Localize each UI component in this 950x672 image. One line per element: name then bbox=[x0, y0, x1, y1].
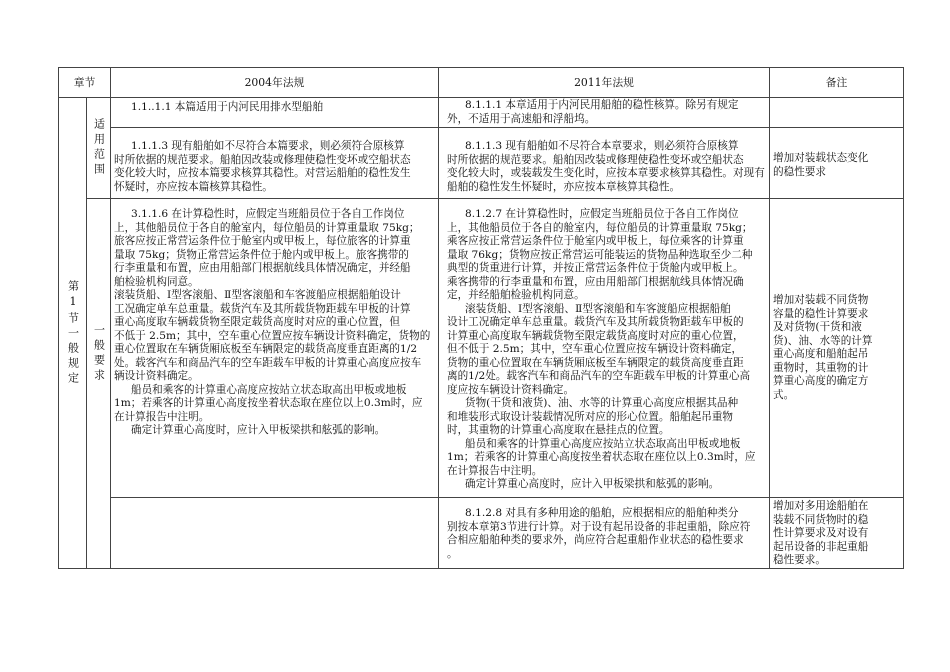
text-line: 性计算要求及对设有 bbox=[773, 527, 869, 539]
paragraph bbox=[447, 140, 769, 194]
header-2004-regulation: 2004年法规 bbox=[111, 68, 439, 98]
text-line: 定，并经船舶检验机构同意。 bbox=[447, 289, 585, 301]
text-line: 典型的货重进行计算，并按正常营运条件位于货舱内或甲板上。 bbox=[447, 262, 744, 274]
cell-2004-row4 bbox=[111, 498, 439, 569]
text-line: 货物(干货和液货)、油、水等的计算重心高度应根据其品种 bbox=[465, 397, 739, 409]
subsection-scope-cell bbox=[87, 98, 111, 199]
paragraph bbox=[114, 140, 438, 194]
text-line: 1m；若乘客的计算重心高度按坐着状态取在座位以上0.3m时，应 bbox=[114, 397, 423, 409]
subsection-scope-label: 适用范围 bbox=[92, 118, 106, 178]
text-line: 时所依据的规范要求。船舶因改装或修理使稳性变坏或空船状态 bbox=[447, 153, 744, 166]
text-line: 1.1..1.1 本篇适用于内河民用排水型船舶 bbox=[131, 101, 324, 113]
text-line: 重心位置取在车辆货厢底板至车辆限定的载货高度垂直距离的1/2 bbox=[114, 343, 418, 355]
text-line: 时所依据的规范要求。船舶因改装或修理使稳性变坏或空船状态 bbox=[114, 153, 411, 166]
text-line: 上，其他船员位于各自的舱室内，每位船员的计算重量取 75kg； bbox=[114, 221, 420, 234]
paragraph bbox=[114, 289, 438, 384]
text-line: 变化较大时，应按本篇要求核算其稳性。对营运船舶的稳性发生 bbox=[114, 167, 411, 179]
text-line: 式。 bbox=[773, 388, 795, 401]
text-line: 稳性要求。 bbox=[773, 554, 826, 566]
paragraph bbox=[447, 303, 769, 398]
text-line: 变化较大时，或装载发生变化时，应按本章要求核算其稳性。对现有 bbox=[447, 167, 765, 179]
comparison-table bbox=[58, 67, 904, 569]
text-line: 起吊设备的非起重船 bbox=[773, 540, 869, 553]
cell-2004-general bbox=[111, 199, 439, 498]
section-cell bbox=[59, 98, 87, 569]
text-line: 船员和乘客的计算重心高度应按站立状态取高出甲板或地板 bbox=[131, 383, 407, 396]
text-line: 算重心高度的确定方 bbox=[773, 375, 869, 387]
text-line: 重心高度取车辆载货物至限定载货高度时对应的重心位置，但 bbox=[114, 316, 401, 328]
text-line: 货物的重心位置取在车辆货厢底板至车辆限定的载货高度垂直距 bbox=[447, 356, 744, 369]
paragraph bbox=[447, 438, 769, 479]
text-line: 在计算报告中注明。 bbox=[114, 410, 210, 423]
section-title: 第1节一般规定 bbox=[66, 279, 80, 387]
paragraph bbox=[114, 208, 438, 289]
text-line: 在计算报告中注明。 bbox=[447, 464, 543, 477]
header-chapter: 章节 bbox=[59, 68, 111, 98]
text-line: 1.1.1.3 现有船舶如不尽符合本篇要求，则必须符合原核算 bbox=[131, 140, 405, 152]
cell-remark-row1 bbox=[770, 98, 904, 128]
text-line: 及对货物(干货和液 bbox=[773, 321, 862, 333]
paragraph bbox=[447, 99, 769, 126]
text-line: 旅客应按正常营运条件位于舱室内或甲板上，每位旅客的计算重 bbox=[114, 235, 411, 247]
paragraph bbox=[114, 101, 438, 115]
cell-2004-row2 bbox=[111, 128, 439, 199]
text-line: 不低于 2.5m；其中，空车重心位置应按车辆设计资料确定，货物的 bbox=[114, 329, 431, 342]
paragraph bbox=[773, 294, 903, 402]
text-line: 确定计算重心高度时，应计入甲板梁拱和舷弧的影响。 bbox=[131, 424, 386, 436]
cell-2011-row2 bbox=[439, 128, 770, 199]
text-line: 8.1.1.3 现有船舶如不尽符合本章要求，则必须符合原核算 bbox=[465, 140, 739, 152]
cell-2004-row1 bbox=[111, 98, 439, 128]
cell-2011-row4 bbox=[439, 498, 770, 569]
text-line: 重心高度和船舶起吊 bbox=[773, 348, 869, 360]
paragraph bbox=[114, 384, 438, 425]
text-line: 辆设计资料确定。 bbox=[114, 370, 199, 382]
text-line: 增加对装载状态变化 bbox=[773, 152, 869, 164]
cell-remark-row2 bbox=[770, 128, 904, 199]
paragraph bbox=[447, 478, 769, 492]
paragraph bbox=[114, 424, 438, 438]
text-line: 8.1.2.8 对具有多种用途的船舶，应根据相应的船舶种类分 bbox=[465, 507, 739, 519]
text-line: 增加对装载不同货物 bbox=[773, 294, 869, 306]
text-line: 的稳性要求 bbox=[773, 165, 826, 178]
text-line: 但不低于 2.5m；其中，空车重心位置应按车辆设计资料确定， bbox=[447, 343, 743, 355]
paragraph bbox=[447, 507, 769, 561]
text-line: 离的1/2处。载客汽车和商品汽车的空车距载车甲板的计算重心高 bbox=[447, 370, 751, 382]
text-line: 行李重量和布置，应由用船部门根据航线具体情况确定，并经船 bbox=[114, 262, 411, 274]
text-line: 3.1.1.6 在计算稳性时，应假定当班船员位于各自工作岗位 bbox=[131, 208, 405, 220]
text-line: 上，其他船员位于各自的舱室内，每位船员的计算重量取 75kg； bbox=[447, 221, 753, 234]
cell-2011-row1 bbox=[439, 98, 770, 128]
text-line: 增加对多用途船舶在 bbox=[773, 500, 869, 512]
text-line: 时，其重物的计算重心高度取在悬挂点的位置。 bbox=[447, 424, 670, 436]
text-line: 量取 75kg；货物正常营运条件位于舱内或甲板上。旅客携带的 bbox=[114, 248, 409, 261]
text-line: 量取 76kg；货物应按正常营运可能装运的货物品种选取至少二种 bbox=[447, 248, 753, 261]
text-line: 船舶的稳性发生怀疑时，亦应按本章核算其稳性。 bbox=[447, 180, 681, 193]
paragraph bbox=[447, 208, 769, 303]
paragraph bbox=[773, 500, 903, 568]
text-line: 货)、油、水等的计算 bbox=[773, 334, 873, 347]
text-line: 合相应船舶种类的要求外，尚应符合起重船作业状态的稳性要求 bbox=[447, 534, 744, 546]
text-line: 装载不同货物时的稳 bbox=[773, 513, 869, 526]
text-line: 8.1.1.1 本章适用于内河民用船舶的稳性核算。除另有规定 bbox=[465, 99, 739, 111]
text-line: 。 bbox=[447, 547, 458, 560]
subsection-general-label: 一般要求 bbox=[92, 324, 106, 384]
text-line: 乘客携带的行李重量和布置，应由用船部门根据航线具体情况确 bbox=[447, 275, 744, 288]
text-line: 舶检验机构同意。 bbox=[114, 275, 199, 288]
text-line: 度应按车辆设计资料确定。 bbox=[447, 383, 575, 396]
text-line: 重物时，其重物的计 bbox=[773, 361, 869, 374]
text-line: 滚装货船、Ⅰ型客滚船、Ⅱ型客滚船和车客渡船应根据船舶设计 bbox=[114, 289, 401, 301]
text-line: 和堆装形式取设计装载情况所对应的形心位置。船舶起吊重物 bbox=[447, 410, 734, 423]
text-line: 确定计算重心高度时，应计入甲板梁拱和舷弧的影响。 bbox=[465, 478, 720, 490]
cell-remark-general bbox=[770, 199, 904, 498]
text-line: 滚装货船、Ⅰ型客滚船、Ⅱ型客滚船和车客渡船应根据船舶 bbox=[465, 302, 731, 315]
cell-2011-general bbox=[439, 199, 770, 498]
text-line: 别按本章第3节进行计算。对于设有起吊设备的非起重船，除应符 bbox=[447, 520, 751, 533]
text-line: 计算重心高度取车辆载货物至限定载货高度时对应的重心位置， bbox=[447, 329, 744, 342]
header-2011-regulation: 2011年法规 bbox=[439, 68, 770, 98]
text-line: 处。载客汽车和商品汽车的空车距载车甲板的计算重心高度应按车 bbox=[114, 356, 422, 369]
text-line: 工况确定单车总重量。载货汽车及其所载货物距载车甲板的计算 bbox=[114, 302, 411, 315]
text-line: 外，不适用于高速船和浮船坞。 bbox=[447, 112, 596, 125]
text-line: 容量的稳性计算要求 bbox=[773, 307, 869, 320]
text-line: 8.1.2.7 在计算稳性时，应假定当班船员位于各自工作岗位 bbox=[465, 208, 739, 220]
text-line: 乘客应按正常营运条件位于舱室内或甲板上，每位乘客的计算重 bbox=[447, 235, 744, 247]
text-line: 设计工况确定单车总重量。载货汽车及其所载货物距载车甲板的 bbox=[447, 316, 744, 328]
text-line: 怀疑时，亦应按本篇核算其稳性。 bbox=[114, 180, 273, 193]
subsection-general-cell bbox=[87, 199, 111, 569]
cell-remark-row4 bbox=[770, 498, 904, 569]
paragraph bbox=[447, 397, 769, 438]
text-line: 1m；若乘客的计算重心高度按坐着状态取在座位以上0.3m时，应 bbox=[447, 451, 756, 463]
text-line: 船员和乘客的计算重心高度应按站立状态取高出甲板或地板 bbox=[465, 437, 741, 450]
header-remarks: 备注 bbox=[770, 68, 904, 98]
paragraph bbox=[773, 152, 903, 179]
